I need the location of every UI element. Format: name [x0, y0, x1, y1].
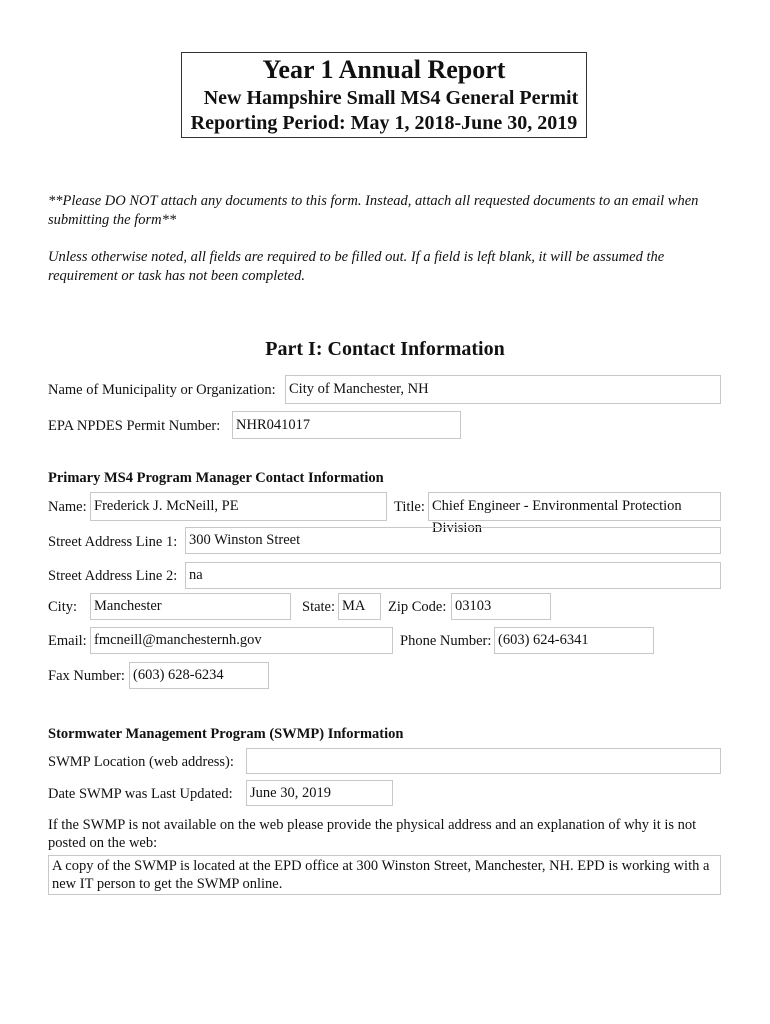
- phone-field[interactable]: (603) 624-6341: [494, 627, 654, 654]
- email-label: Email:: [48, 633, 87, 649]
- swmp-location-label: SWMP Location (web address):: [48, 754, 234, 770]
- street2-label: Street Address Line 2:: [48, 568, 178, 584]
- swmp-location-field[interactable]: [246, 748, 721, 774]
- street1-label: Street Address Line 1:: [48, 534, 178, 550]
- state-field[interactable]: MA: [338, 593, 381, 620]
- manager-contact-heading: Primary MS4 Program Manager Contact Information: [48, 470, 384, 486]
- title-field[interactable]: Chief Engineer - Environmental Protection Division: [428, 492, 721, 521]
- email-field[interactable]: fmcneill@manchesternh.gov: [90, 627, 393, 654]
- swmp-updated-label: Date SWMP was Last Updated:: [48, 786, 233, 802]
- reporting-period: Reporting Period: May 1, 2018-June 30, 2019: [190, 112, 578, 134]
- permit-number-label: EPA NPDES Permit Number:: [48, 418, 221, 434]
- part1-heading: Part I: Contact Information: [265, 338, 505, 360]
- required-fields-note: Unless otherwise noted, all fields are required to be filled out. If a field is left blank, it will be assumed the requirement or task has not been completed.: [48, 249, 665, 284]
- city-label: City:: [48, 599, 78, 615]
- name-field[interactable]: Frederick J. McNeill, PE: [90, 492, 387, 521]
- municipality-field[interactable]: City of Manchester, NH: [285, 375, 721, 404]
- fax-label: Fax Number:: [48, 668, 125, 684]
- street1-field[interactable]: 300 Winston Street: [185, 527, 721, 554]
- state-label: State:: [302, 599, 336, 615]
- city-field[interactable]: Manchester: [90, 593, 291, 620]
- zip-field[interactable]: 03103: [451, 593, 551, 620]
- zip-label: Zip Code:: [388, 599, 447, 615]
- swmp-heading: Stormwater Management Program (SWMP) Information: [48, 726, 404, 742]
- municipality-label: Name of Municipality or Organization:: [48, 382, 276, 398]
- report-title: Year 1 Annual Report: [262, 55, 506, 84]
- swmp-not-available-label: If the SWMP is not available on the web please provide the physical address and an explanation of why it is not posted on the web:: [48, 817, 697, 851]
- report-subtitle: New Hampshire Small MS4 General Permit: [203, 87, 579, 109]
- name-label: Name:: [48, 499, 87, 515]
- swmp-not-available-field[interactable]: A copy of the SWMP is located at the EPD office at 300 Winston Street, Manchester, NH. EPD is working with a new IT person to get the SWMP online.: [48, 855, 721, 895]
- fax-field[interactable]: (603) 628-6234: [129, 662, 269, 689]
- report-title-box: [181, 52, 587, 138]
- swmp-updated-field[interactable]: June 30, 2019: [246, 780, 393, 806]
- permit-number-field[interactable]: NHR041017: [232, 411, 461, 439]
- title-label: Title:: [394, 499, 425, 515]
- street2-field[interactable]: na: [185, 562, 721, 589]
- attachment-note: **Please DO NOT attach any documents to this form. Instead, attach all requested documents to an email when submitting the form**: [48, 193, 699, 228]
- phone-label: Phone Number:: [400, 633, 492, 649]
